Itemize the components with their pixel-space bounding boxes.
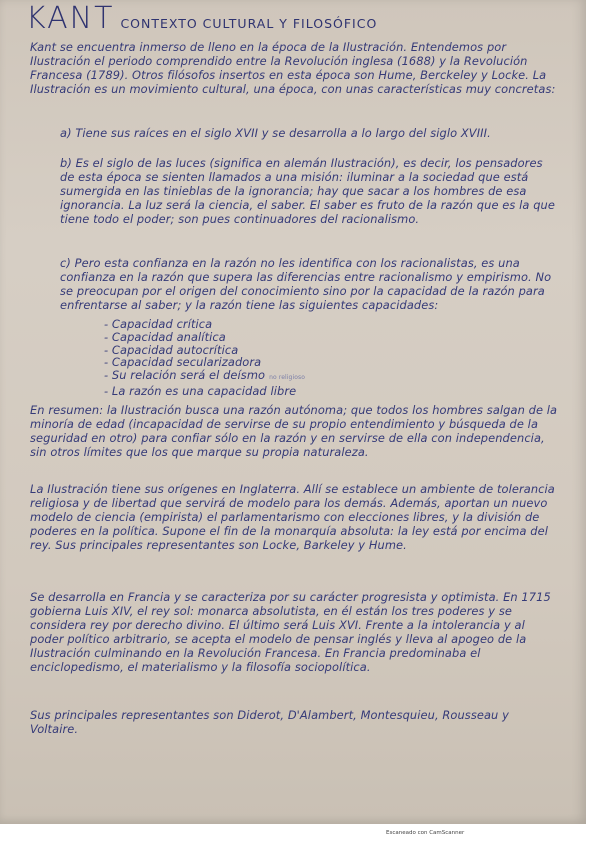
scanner-watermark: Escaneado con CamScanner <box>386 830 465 836</box>
resumen-paragraph: En resumen: la Ilustración busca una razón autónoma; que todos los hombres salgan de la minoría de edad (incapacidad de servirse de su propio entendimiento y búsqueda de la seguridad en otro) para confiar sólo en la razón y en servirse de ella con independencia, sin otros límites que los que marque su propia naturaleza. <box>30 403 558 460</box>
intro-paragraph: Kant se encuentra inmerso de lleno en la época de la Ilustración. Entendemos por Ilustración el periodo comprendido entre la Revolución inglesa (1688) y la Revolución Francesa (1789). Otros filósofos insertos en esta época son Hume, Berckeley y Locke. La Ilustración es un movimiento cultural, una época, con unas características muy concretas: <box>30 40 556 97</box>
list-item: - Capacidad secularizadora <box>104 355 262 370</box>
list-item: - Capacidad autocrítica <box>104 342 239 357</box>
representantes-paragraph: Sus principales representantes son Diderot, D'Alambert, Montesquieu, Rousseau y Voltaire. <box>30 708 509 737</box>
capacidades-list <box>30 318 560 398</box>
page-subtitle: CONTEXTO CULTURAL Y FILOSÓFICO <box>120 16 378 31</box>
item-a: a) Tiene sus raíces en el siglo XVII y se desarrolla a lo largo del siglo XVIII. <box>60 126 491 140</box>
margin-note: no religioso <box>269 374 305 382</box>
list-item: - Capacidad crítica <box>104 317 213 331</box>
list-item: - Capacidad analítica <box>104 329 226 344</box>
francia-paragraph: Se desarrolla en Francia y se caracteriza por su carácter progresista y optimista. En 1715 gobierna Luis XIV, el rey sol: monarca absolutista, en él están los tres poderes y se considera rey por derecho divino. El último será Luis XVI. Frente a la intolerancia y al poder político arbitrario, se acepta el modelo de pensar inglés y lleva al apogeo de la Ilustración culminando en la Revolución Francesa. En Francia predominaba el enciclopedismo, el materialismo y la filosofía sociopolítica. <box>30 590 551 675</box>
title-row <box>26 1 378 36</box>
list-item <box>104 369 560 385</box>
list-item: - La razón es una capacidad libre <box>104 383 297 398</box>
page-title: KANT <box>26 1 115 36</box>
inglaterra-paragraph: La Ilustración tiene sus orígenes en Inglaterra. Allí se establece un ambiente de tolerancia religiosa y de libertad que servirá de modelo para los demás. Además, aportan un nuevo modelo de ciencia (empirista) el parlamentarismo con elecciones libres, y la división de poderes en la política. Supone el fin de la monarquía absoluta: la ley está por encima del rey. Sus principales representantes son Locke, Barkeley y Hume. <box>30 482 555 553</box>
item-c: c) Pero esta confianza en la razón no les identifica con los racionalistas, es una confianza en la razón que supera las diferencias entre racionalismo y empirismo. No se preocupan por el origen del conocimiento sino por la capacidad de la razón para enfrentarse al saber; y la razón tiene las siguientes capacidades: <box>60 256 552 313</box>
list-item-text: - Su relación será el deísmo <box>104 368 266 383</box>
item-b: b) Es el siglo de las luces (significa en alemán Ilustración), es decir, los pensadores de esta época se sienten llamados a una misión: iluminar a la sociedad que está sumergida en las tinieblas de la ignorancia; hay que sacar a los hombres de esa ignorancia. La luz será la ciencia, el saber. El saber es fruto de la razón que es la que tiene todo el poder; son pues continuadores del racionalismo. <box>60 156 555 227</box>
